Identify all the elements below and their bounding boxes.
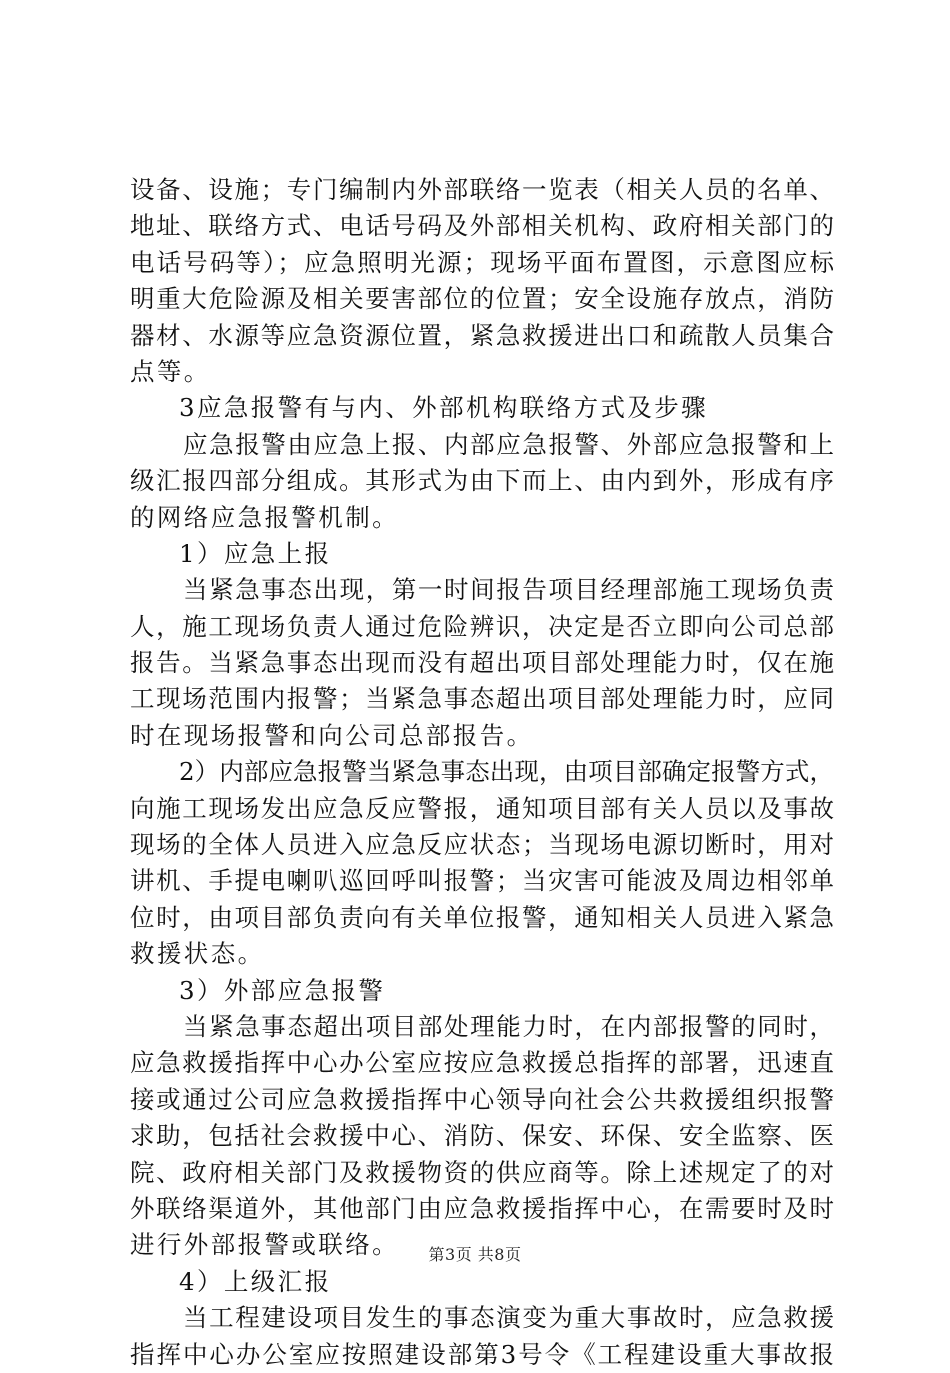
body-line-24: 当紧急事态超出项目部处理能力时，在内部报警的同时，: [183, 1011, 834, 1041]
body-line-22: 救援状态。: [130, 939, 265, 969]
document-body: [130, 172, 834, 1373]
body-line-3: 电话号码等）；应急照明光源；现场平面布置图，示意图应标: [130, 247, 834, 277]
body-line-16: 时在现场报警和向公司总部报告。: [130, 720, 534, 750]
body-line-30: 进行外部报警或联络。: [130, 1230, 399, 1260]
body-line-33: 指挥中心办公室应按照建设部第3号令《工程建设重大事故报: [130, 1339, 834, 1369]
body-line-27: 求助，包括社会救援中心、消防、保安、环保、安全监察、医: [130, 1121, 834, 1151]
body-line-2: 地址、联络方式、电话号码及外部相关机构、政府相关部门的: [130, 211, 834, 241]
body-line-13: 人，施工现场负责人通过危险辨识，决定是否立即向公司总部: [130, 611, 834, 641]
body-line-25: 应急救援指挥中心办公室应按应急救援总指挥的部署，迅速直: [130, 1048, 834, 1078]
body-line-9: 级汇报四部分组成。其形式为由下而上、由内到外，形成有序: [130, 466, 834, 496]
subheading-2: 2）内部应急报警当紧急事态出现，由项目部确定报警方式，: [179, 757, 834, 787]
body-line-14: 报告。当紧急事态出现而没有超出项目部处理能力时，仅在施: [130, 648, 834, 678]
body-line-4: 明重大危险源及相关要害部位的位置；安全设施存放点，消防: [130, 284, 834, 314]
body-line-8: 应急报警由应急上报、内部应急报警、外部应急报警和上: [183, 429, 834, 459]
body-line-20: 讲机、手提电喇叭巡回呼叫报警；当灾害可能波及周边相邻单: [130, 866, 834, 896]
subheading-4: 4）上级汇报: [179, 1266, 332, 1296]
body-line-12: 当紧急事态出现，第一时间报告项目经理部施工现场负责: [183, 575, 834, 605]
subheading-1: 1）应急上报: [179, 538, 332, 568]
body-line-29: 外联络渠道外，其他部门由应急救援指挥中心，在需要时及时: [130, 1193, 834, 1223]
body-line-6: 点等。: [130, 356, 211, 386]
body-line-28: 院、政府相关部门及救援物资的供应商等。除上述规定了的对: [130, 1157, 834, 1187]
body-line-1: 设备、设施；专门编制内外部联络一览表（相关人员的名单、: [130, 175, 834, 204]
section-heading-3: 3应急报警有与内、外部机构联络方式及步骤: [179, 393, 709, 423]
body-line-19: 现场的全体人员进入应急反应状态；当现场电源切断时，用对: [130, 830, 834, 860]
body-line-15: 工现场范围内报警；当紧急事态超出项目部处理能力时，应同: [130, 684, 834, 714]
body-line-18: 向施工现场发出应急反应警报，通知项目部有关人员以及事故: [130, 793, 834, 823]
body-line-26: 接或通过公司应急救援指挥中心领导向社会公共救援组织报警: [130, 1084, 834, 1114]
body-line-32: 当工程建设项目发生的事态演变为重大事故时，应急救援: [183, 1303, 834, 1333]
subheading-3: 3）外部应急报警: [179, 975, 386, 1005]
body-line-10: 的网络应急报警机制。: [130, 502, 399, 532]
body-line-5: 器材、水源等应急资源位置，紧急救援进出口和疏散人员集合: [130, 320, 834, 350]
page-number-footer: 第3页 共8页: [428, 1245, 522, 1264]
body-line-21: 位时，由项目部负责向有关单位报警，通知相关人员进入紧急: [130, 902, 834, 932]
